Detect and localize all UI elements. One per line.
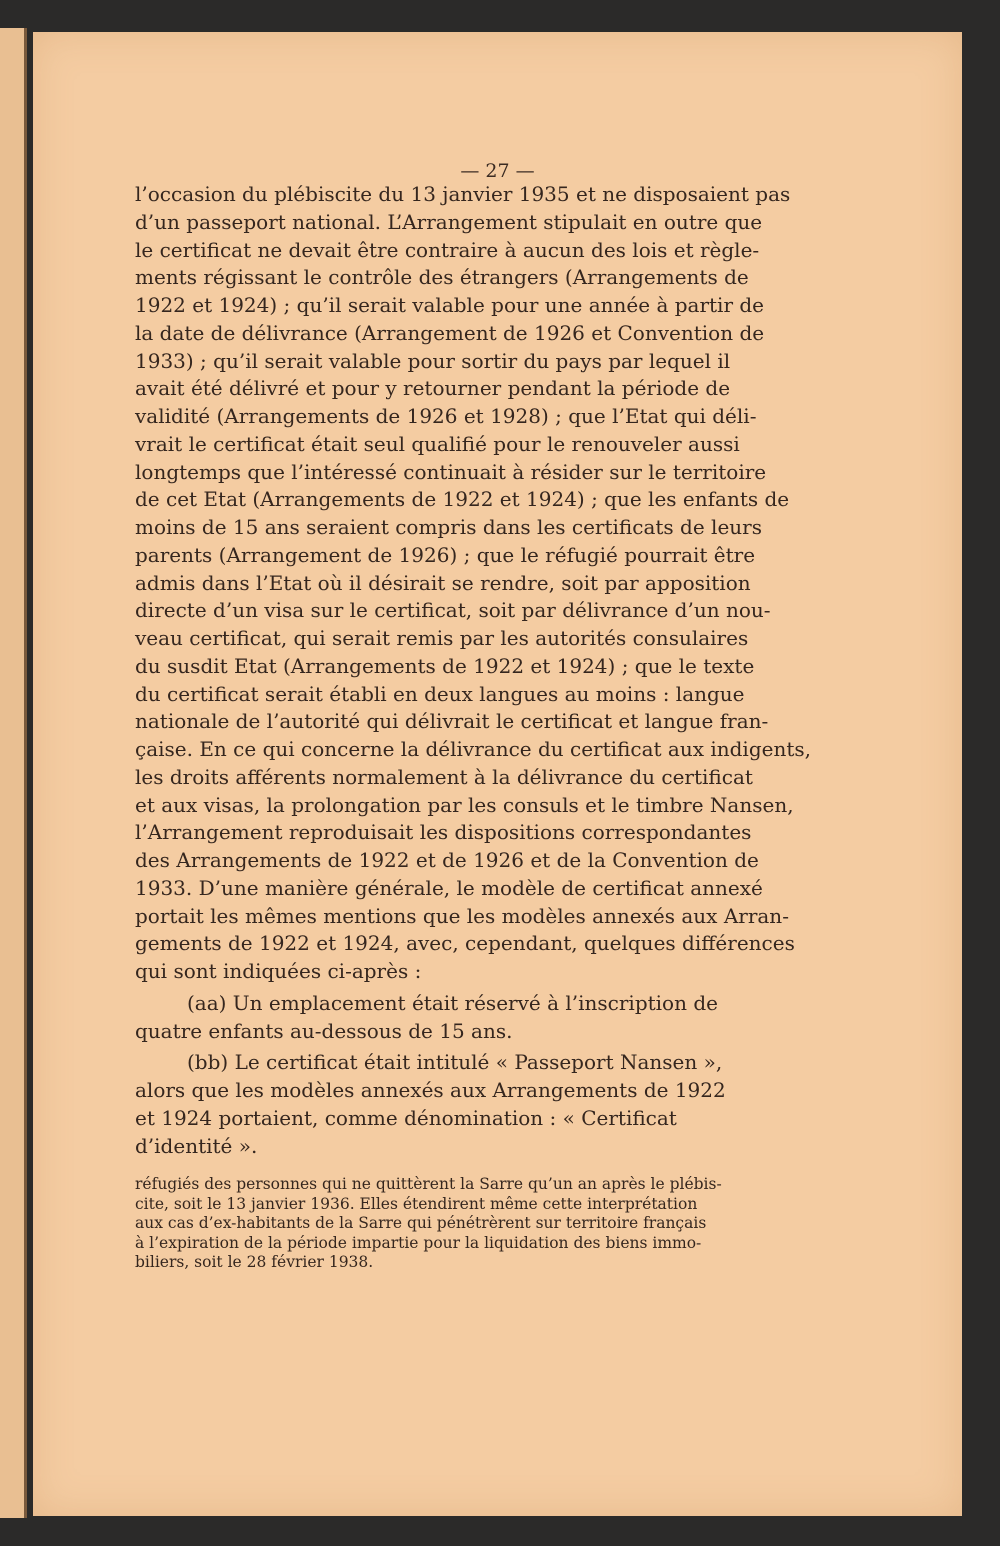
body-text-line: 1933) ; qu’il serait valable pour sortir du pays par lequel il <box>135 348 731 373</box>
footnote-line: biliers, soit le 28 février 1938. <box>135 1253 374 1271</box>
list-item-aa-line: quatre enfants au-dessous de 15 ans. <box>135 1018 513 1043</box>
footnote-line: cite, soit le 13 janvier 1936. Elles étendirent même cette interprétation <box>135 1194 698 1213</box>
body-text-line: portait les mêmes mentions que les modèles annexés aux Arran- <box>135 903 789 928</box>
body-text-line: avait été délivré et pour y retourner pendant la période de <box>135 376 731 401</box>
list-item-bb-line: et 1924 portaient, comme dénomination : « Certificat <box>135 1105 677 1130</box>
body-text-line: longtemps que l’intéressé continuait à résider sur le territoire <box>135 459 767 484</box>
body-text-line: du susdit Etat (Arrangements de 1922 et 1924) ; que le texte <box>135 653 755 678</box>
body-text-line: 1933. D’une manière générale, le modèle de certificat annexé <box>135 875 763 900</box>
list-item-bb-line: alors que les modèles annexés aux Arrangements de 1922 <box>135 1078 726 1102</box>
body-text-line: moins de 15 ans seraient compris dans les certificats de leurs <box>135 515 762 539</box>
body-text-line: l’Arrangement reproduisait les dispositions correspondantes <box>135 820 752 845</box>
document-page <box>33 32 962 1516</box>
body-text-line: la date de délivrance (Arrangement de 1926 et Convention de <box>135 320 765 345</box>
body-text-line: le certificat ne devait être contraire à aucun des lois et règle- <box>135 237 760 262</box>
body-text-line: de cet Etat (Arrangements de 1922 et 1924) ; que les enfants de <box>135 487 790 512</box>
body-text-line: d’un passeport national. L’Arrangement stipulait en outre que <box>135 209 763 234</box>
list-item-bb-line: (bb) Le certificat était intitulé « Passeport Nansen », <box>187 1050 723 1075</box>
body-text-line: les droits afférents normalement à la délivrance du certificat <box>135 764 753 789</box>
body-text-line: des Arrangements de 1922 et de 1926 et de la Convention de <box>135 848 759 872</box>
body-text-line: l’occasion du plébiscite du 13 janvier 1935 et ne disposaient pas <box>135 182 791 206</box>
body-text-line: directe d’un visa sur le certificat, soit par délivrance d’un nou- <box>135 598 771 623</box>
body-text-line: nationale de l’autorité qui délivrait le certificat et langue fran- <box>135 709 769 734</box>
body-text-line: veau certificat, qui serait remis par les autorités consulaires <box>135 626 749 650</box>
body-text-line: gements de 1922 et 1924, avec, cependant, quelques différences <box>135 931 795 956</box>
footnote-line: à l’expiration de la période impartie pour la liquidation des biens immo- <box>135 1233 702 1252</box>
body-text-line: parents (Arrangement de 1926) ; que le réfugié pourrait être <box>135 542 756 567</box>
body-text-line: qui sont indiquées ci-après : <box>135 959 422 983</box>
body-text-line: ments régissant le contrôle des étrangers (Arrangements de <box>135 265 749 290</box>
body-text-line: çaise. En ce qui concerne la délivrance du certificat aux indigents, <box>135 737 811 761</box>
list-item-bb-line: d’identité ». <box>135 1133 258 1158</box>
body-text-line: du certificat serait établi en deux langues au moins : langue <box>135 681 745 706</box>
body-text-line: vrait le certificat était seul qualifié pour le renouveler aussi <box>135 431 740 456</box>
list-item-aa-line: (aa) Un emplacement était réservé à l’inscription de <box>187 990 718 1015</box>
footnote-line: aux cas d’ex-habitants de la Sarre qui pénétrèrent sur territoire français <box>135 1214 707 1232</box>
body-text-line: et aux visas, la prolongation par les consuls et le timbre Nansen, <box>135 792 794 817</box>
footnote-line: réfugiés des personnes qui ne quittèrent la Sarre qu’un an après le plébis- <box>135 1175 722 1193</box>
body-text-line: admis dans l’Etat où il désirait se rendre, soit par apposition <box>135 570 751 595</box>
body-text-line: 1922 et 1924) ; qu’il serait valable pour une année à partir de <box>135 293 765 317</box>
page-number: — 27 — <box>460 160 535 182</box>
body-text-line: validité (Arrangements de 1926 et 1928) ; que l’Etat qui déli- <box>135 404 757 428</box>
adjacent-page-edge <box>0 28 27 1518</box>
